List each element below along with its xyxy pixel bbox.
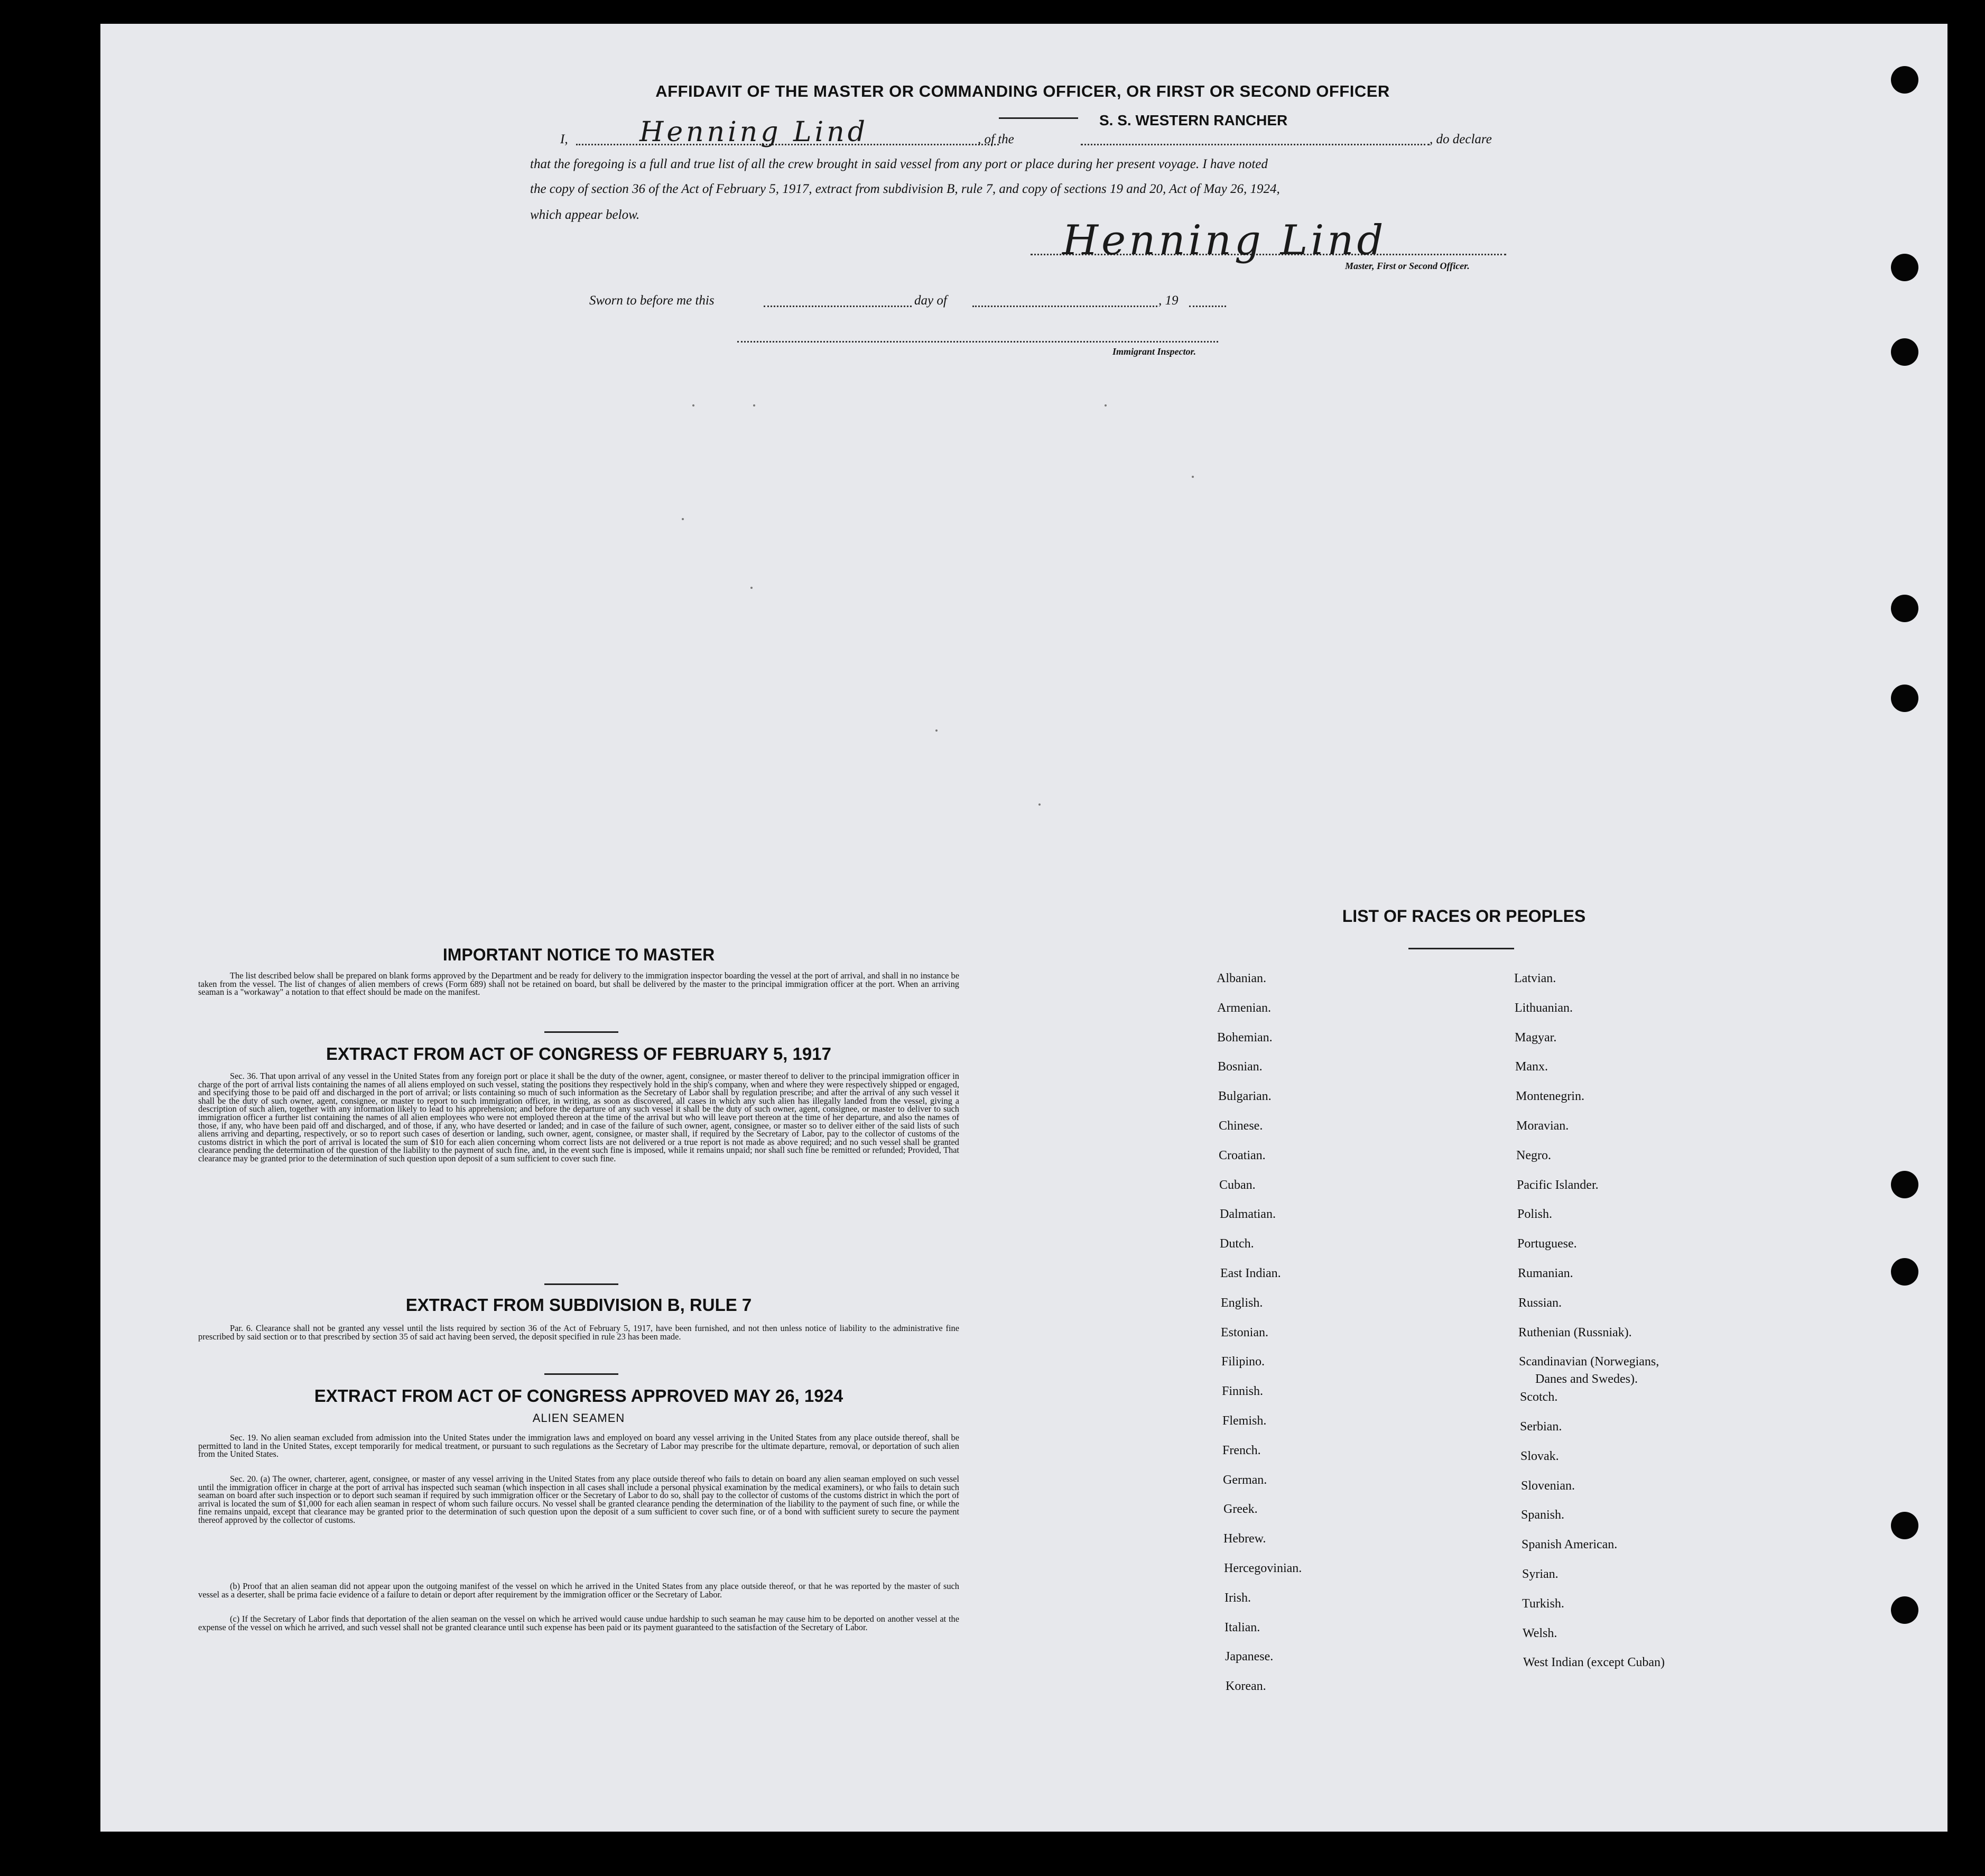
- affidavit-title: AFFIDAVIT OF THE MASTER OR COMMANDING OFFICER, OR FIRST OR SECOND OFFICER: [655, 82, 1390, 100]
- race-item: Italian.: [1225, 1621, 1260, 1634]
- handwritten-name: Henning Lind: [639, 116, 868, 148]
- declaration-end: , do declare: [1430, 132, 1492, 146]
- race-item: Hebrew.: [1223, 1532, 1266, 1546]
- race-item: Flemish.: [1222, 1414, 1267, 1428]
- race-item: Estonian.: [1221, 1326, 1268, 1339]
- race-item: Scotch.: [1520, 1390, 1558, 1404]
- paper-speck: [1038, 803, 1041, 806]
- race-item: Korean.: [1226, 1679, 1266, 1693]
- race-item: West Indian (except Cuban): [1523, 1656, 1665, 1669]
- declaration-line-2: that the foregoing is a full and true list of all the crew brought in said vessel from any port or place during her present voyage. I have noted: [530, 157, 1268, 171]
- race-item: Cuban.: [1219, 1178, 1256, 1192]
- race-item: Serbian.: [1520, 1420, 1562, 1434]
- race-item: Croatian.: [1219, 1149, 1266, 1162]
- binder-hole: [1891, 1596, 1918, 1624]
- extract-1917-text: Sec. 36. That upon arrival of any vessel in the United States from any foreign port or place it shall be the duty of the owner, agent, consignee, or master thereof to deliver to the principal immigration officer in charge of the port of arrival lists containing the names of all aliens employed on such vessel, stating the positions they respectively hold in the ship's company, when and where they were respectively shipped or engaged, and specifying those to be paid off and discharged in the port of arrival; or lists containing so much of such information as the Secretary of Labor shall by regulation prescribe; and after the arrival of any such vessel it shall be the duty of such owner, agent, consignee, or master to report to such immigration officer, in writing, as soon as discovered, all cases in which any such alien has illegally landed from the vessel, giving a description of such alien, together with any information likely to lead to his apprehension; and before the departure of any such vessel it shall be the duty of such owner, agent, consignee, or master to deliver to such immigration officer a further list containing the names of all alien employees who were not employed thereon at the time of the arrival but who will leave port thereon at the time of her departure, and also the names of those, if any, who have been paid off and discharged, and of those, if any, who have deserted or landed; and in case of the failure of such owner, agent, consignee, or master so to deliver either of the said lists of such aliens arriving and departing, respectively, or so to report such cases of desertion or landing, such owner, agent, consignee, or master shall, if required by the Secretary of Labor, pay to the collector of customs of the customs district in which the port of arrival is located the sum of $10 for each alien concerning whom correct lists are not delivered or a true report is not made as above required; and no such vessel shall be granted clearance pending the determination of the question of the liability to the payment of such fine, and, in the event such fine is imposed, while it remains unpaid; nor shall such fine be remitted or refunded; Provided, That clearance may be granted prior to the determination of such question upon deposit of a sum sufficient to cover such fine.: [198, 1071, 959, 1163]
- race-item: Dutch.: [1220, 1237, 1254, 1251]
- race-item: Spanish American.: [1522, 1538, 1618, 1551]
- race-item: Greek.: [1223, 1502, 1258, 1516]
- declaration-line-4: which appear below.: [530, 208, 640, 222]
- race-item: Danes and Swedes).: [1535, 1372, 1638, 1386]
- declaration-of: , of the: [978, 132, 1014, 146]
- vessel-name: S. S. WESTERN RANCHER: [1099, 112, 1288, 128]
- race-item: Latvian.: [1514, 972, 1556, 985]
- extract-1924-sec20b: (b) Proof that an alien seaman did not appear upon the outgoing manifest of the vessel on which he arrived in the United States from any place outside thereof, or that he was reported by the master of such vessel as a deserter, shall be prima facie evidence of a failure to detain or deport after requirement by the immigration officer or the Secretary of Labor.: [198, 1581, 959, 1600]
- race-item: Filipino.: [1221, 1355, 1265, 1369]
- race-item: Bohemian.: [1217, 1031, 1273, 1045]
- declaration-i: I,: [560, 132, 568, 146]
- race-item: Hercegovinian.: [1224, 1561, 1302, 1575]
- race-item: Manx.: [1515, 1060, 1548, 1074]
- inspector-caption: Immigrant Inspector.: [1112, 346, 1196, 357]
- vessel-dots: [1081, 144, 1430, 145]
- race-item: Dalmatian.: [1220, 1207, 1276, 1221]
- race-item: Slovenian.: [1521, 1479, 1575, 1493]
- sworn-year-dots: [1189, 306, 1226, 307]
- binder-hole: [1891, 1258, 1918, 1286]
- sworn-day-of: day of: [914, 293, 947, 308]
- race-item: Magyar.: [1515, 1031, 1557, 1045]
- binder-hole: [1891, 254, 1918, 281]
- binder-hole: [1891, 1512, 1918, 1539]
- binder-hole: [1891, 338, 1918, 366]
- inspector-dots: [737, 341, 1218, 343]
- race-item: Negro.: [1516, 1149, 1551, 1162]
- binder-hole: [1891, 685, 1918, 712]
- binder-hole: [1891, 66, 1918, 94]
- race-item: Welsh.: [1523, 1627, 1557, 1640]
- race-item: Japanese.: [1225, 1650, 1274, 1664]
- notice-text: The list described below shall be prepared on blank forms approved by the Department and be ready for delivery to the immigration inspector boarding the vessel at the port of arrival, and shall in no instance be taken from the vessel. The list of changes of alien members of crews (Form 689) shall not be retained on board, but shall be delivered by the master to the principal immigration officer at the port. When an arriving seaman is a "workaway" a notation to that effect should be made on the manifest.: [198, 971, 959, 997]
- extract-1924-title: EXTRACT FROM ACT OF CONGRESS APPROVED MAY 26, 1924: [314, 1386, 843, 1406]
- paper-speck: [1105, 404, 1107, 406]
- race-item: Turkish.: [1522, 1597, 1564, 1611]
- binder-hole: [1891, 595, 1918, 622]
- race-item: Pacific Islander.: [1517, 1178, 1599, 1192]
- document-page: [100, 24, 1947, 1832]
- sworn-month-dots: [972, 306, 1157, 307]
- race-item: East Indian.: [1220, 1267, 1281, 1280]
- sworn-year: , 19: [1158, 293, 1179, 308]
- race-item: Moravian.: [1516, 1119, 1569, 1133]
- race-item: Syrian.: [1522, 1567, 1559, 1581]
- paper-speck: [682, 518, 684, 520]
- race-item: Rumanian.: [1518, 1267, 1573, 1280]
- race-item: Bosnian.: [1218, 1060, 1263, 1074]
- sworn-prefix: Sworn to before me this: [589, 293, 715, 308]
- extract-1924-subtitle: ALIEN SEAMEN: [532, 1411, 625, 1425]
- paper-speck: [1192, 476, 1194, 478]
- binder-hole: [1891, 1171, 1918, 1198]
- signature-caption: Master, First or Second Officer.: [1345, 261, 1470, 271]
- race-item: Ruthenian (Russniak).: [1518, 1326, 1632, 1339]
- race-item: Scandinavian (Norwegians,: [1519, 1355, 1659, 1369]
- declaration-line-3: the copy of section 36 of the Act of February 5, 1917, extract from subdivision B, rule 7, and copy of sections 19 and 20, Act of May 26, 1924,: [530, 182, 1280, 196]
- rule-7-rule: [544, 1373, 618, 1375]
- race-item: Portuguese.: [1517, 1237, 1577, 1251]
- title-rule: [999, 117, 1078, 119]
- notice-rule: [544, 1031, 618, 1033]
- extract-1917-rule: [544, 1283, 618, 1285]
- paper-speck: [935, 729, 938, 732]
- race-item: Armenian.: [1217, 1001, 1271, 1015]
- master-signature: Henning Lind: [1062, 217, 1387, 264]
- notice-title: IMPORTANT NOTICE TO MASTER: [442, 945, 715, 964]
- extract-1924-sec19: Sec. 19. No alien seaman excluded from admission into the United States under the immigration laws and employed on board any vessel arriving in the United States from any place outside thereof, shall be permitted to land in the United States, except temporarily for medical treatment, or pursuant to such regulations as the Secretary of Labor may prescribe for the ultimate departure, removal, or deportation of such alien from the United States.: [198, 1433, 959, 1459]
- race-item: English.: [1221, 1296, 1263, 1310]
- race-item: French.: [1222, 1444, 1261, 1457]
- race-item: Lithuanian.: [1515, 1001, 1573, 1015]
- race-item: Bulgarian.: [1218, 1089, 1272, 1103]
- races-title-rule: [1408, 948, 1514, 949]
- paper-speck: [750, 587, 753, 589]
- race-item: Finnish.: [1222, 1384, 1264, 1398]
- rule-7-title: EXTRACT FROM SUBDIVISION B, RULE 7: [405, 1295, 752, 1315]
- paper-speck: [692, 404, 694, 406]
- race-item: Spanish.: [1521, 1508, 1565, 1522]
- race-item: Polish.: [1517, 1207, 1553, 1221]
- race-item: German.: [1223, 1473, 1267, 1487]
- race-item: Montenegrin.: [1516, 1089, 1584, 1103]
- race-item: Slovak.: [1520, 1449, 1559, 1463]
- race-item: Chinese.: [1219, 1119, 1263, 1133]
- sworn-day-dots: [764, 306, 912, 307]
- race-item: Albanian.: [1217, 972, 1266, 985]
- extract-1924-sec20c: (c) If the Secretary of Labor finds that deportation of the alien seaman on the vessel on which he arrived would cause undue hardship to such seaman he may cause him to be deported on another vessel at the expense of the vessel on which he arrived, and such vessel shall not be granted clearance until such expense has been paid or its payment guaranteed to the satisfaction of the Secretary of Labor.: [198, 1614, 959, 1632]
- extract-1917-title: EXTRACT FROM ACT OF CONGRESS OF FEBRUARY 5, 1917: [326, 1044, 831, 1064]
- extract-1924-sec20a: Sec. 20. (a) The owner, charterer, agent, consignee, or master of any vessel arriving in the United States from any place outside thereof who fails to detain on board any alien seaman employed on such vessel until the immigration officer in charge at the port of arrival has inspected such seaman (which inspection in all cases shall include a personal physical examination by the medical examiners), or who fails to detain such seaman on board after such inspection or to deport such seaman if required by such immigration officer or the Secretary of Labor to do so, shall pay to the collector of customs of the customs district in which the port of arrival is located the sum of $1,000 for each alien seaman in respect of whom such failure occurs. No vessel shall be granted clearance pending the determination of the liability to the payment of such fine, or while the fine remains unpaid, except that clearance may be granted prior to the determination of such question upon the deposit of a sum sufficient to cover such fine, or of a bond with sufficient surety to secure the payment thereof approved by the collector of customs.: [198, 1474, 959, 1525]
- paper-speck: [753, 404, 755, 406]
- rule-7-text: Par. 6. Clearance shall not be granted any vessel until the lists required by section 36 of the Act of February 5, 1917, have been furnished, and not then unless notice of liability to the administrative fine prescribed by said section or to that prescribed by section 35 of said act having been served, the deposit specified in rule 23 has been made.: [198, 1323, 959, 1342]
- race-item: Russian.: [1518, 1296, 1562, 1310]
- race-item: Irish.: [1225, 1591, 1251, 1605]
- races-title: LIST OF RACES OR PEOPLES: [1342, 907, 1586, 926]
